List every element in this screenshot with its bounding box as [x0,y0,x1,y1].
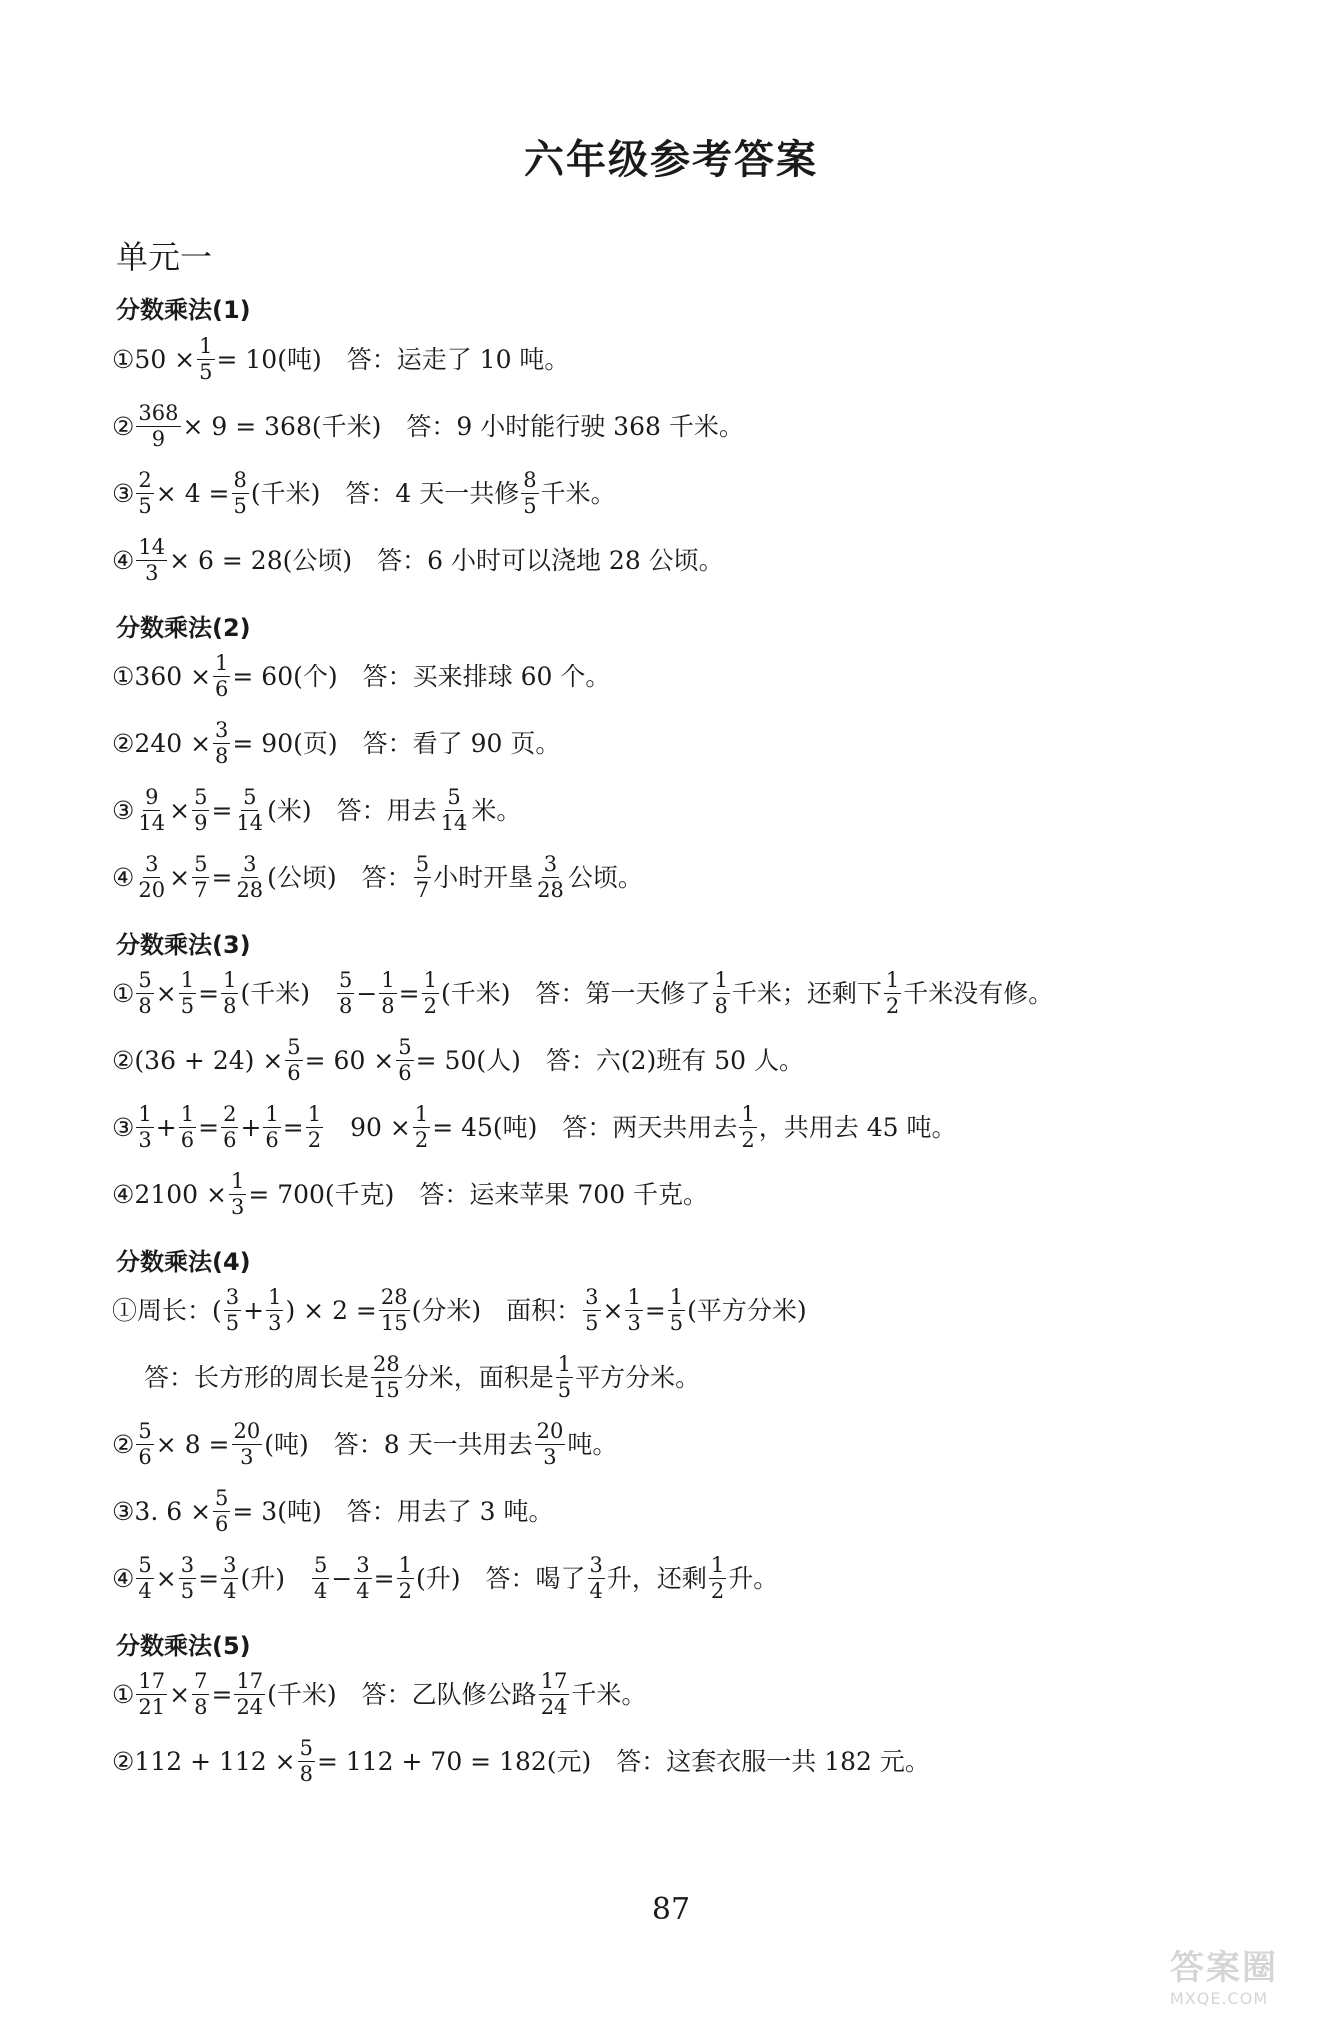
fraction-denominator: 5 [669,1310,684,1335]
fraction-numerator: 5 [398,1035,412,1060]
fraction-denominator: 3 [627,1310,641,1335]
fraction-denominator: 6 [138,1444,152,1469]
answer-line [112,1027,1322,1093]
text-segment: + [243,1295,265,1325]
text-segment: − [331,1563,353,1593]
fraction-denominator: 9 [151,426,166,451]
fraction-denominator: 2 [414,1127,429,1152]
fraction [136,1103,153,1150]
text-segment: = 700(千克) 答：运来苹果 700 千克。 [248,1179,709,1209]
fraction-numerator: 17 [138,1669,166,1694]
fraction-numerator: 1 [885,968,900,993]
fraction-denominator: 20 [138,877,166,902]
text-segment: ②240 × [112,728,212,758]
text-segment: 升。 [728,1563,779,1593]
fraction-denominator: 3 [240,1444,254,1469]
text-segment: = 3(吨) 答：用去了 3 吨。 [232,1496,554,1526]
answer-line [112,1728,1322,1794]
fraction-denominator: 5 [557,1377,572,1402]
fraction-numerator: 28 [373,1352,400,1377]
text-segment: ④ [112,545,135,575]
text-segment: × [169,862,191,892]
fraction-denominator: 2 [741,1127,755,1152]
fraction-numerator: 2 [138,468,152,493]
fraction [266,1286,283,1333]
fraction-numerator: 3 [589,1553,603,1578]
fraction-denominator: 5 [180,1578,195,1603]
fraction [234,853,265,900]
fraction-numerator: 5 [299,1736,313,1761]
fraction [298,1737,315,1784]
fraction-numerator: 1 [307,1102,322,1127]
answer-line [112,1094,1322,1160]
fraction-numerator: 3 [223,1553,237,1578]
fraction-numerator: 3 [356,1553,370,1578]
text-segment: × [169,795,191,825]
text-segment: = [282,1112,304,1142]
text-segment: ①周长：( [112,1295,222,1325]
text-segment: = 50(人) 答：六(2)班有 50 人。 [415,1045,804,1075]
fraction-numerator: 5 [287,1035,301,1060]
text-segment: = 60 × [304,1045,395,1075]
fraction-denominator: 15 [373,1377,400,1402]
fraction-numerator: 9 [145,785,159,810]
fraction-denominator: 5 [199,359,213,384]
text-segment: = [211,862,233,892]
fraction-denominator: 28 [236,877,264,902]
text-segment: ① [112,1679,135,1709]
fraction [535,853,566,900]
text-segment: = [211,795,233,825]
fraction [337,969,354,1016]
fraction-numerator: 5 [138,1553,152,1578]
fraction-numerator: 1 [180,1102,195,1127]
fraction [739,1103,756,1150]
fraction [213,719,230,766]
fraction-numerator: 5 [447,785,461,810]
fraction-numerator: 2 [223,1102,237,1127]
fraction [263,1103,280,1150]
text-segment: 公顷。 [567,862,643,892]
fraction-denominator: 8 [138,993,152,1018]
watermark-logo [1170,1940,1320,2008]
fraction-denominator: 14 [440,810,468,835]
text-segment: × [602,1295,624,1325]
fraction-numerator: 20 [233,1419,261,1444]
text-segment: (千米) 答：4 天一共修 [250,478,520,508]
fraction-numerator: 8 [523,468,537,493]
fraction-numerator: 5 [138,1419,152,1444]
text-segment: (米) 答：用去 [267,795,437,825]
text-segment: = 90(页) 答：看了 90 页。 [232,728,561,758]
answer-line [112,460,1322,526]
text-segment: = [398,978,420,1008]
fraction [229,1170,246,1217]
text-segment: ③3. 6 × [112,1496,212,1526]
fraction [213,1487,230,1534]
text-segment: ①50 × [112,344,196,374]
fraction-denominator: 5 [233,493,247,518]
answer-line [112,643,1322,709]
fraction-numerator: 3 [215,718,229,743]
section-heading-5: 分数乘法(5) [116,1632,251,1660]
text-segment: (吨) 答：8 天一共用去 [264,1429,533,1459]
fraction [306,1103,323,1150]
text-segment: = [373,1563,395,1593]
fraction-numerator: 3 [145,852,159,877]
fraction-denominator: 3 [138,1127,152,1152]
fraction [713,969,730,1016]
section-heading-3: 分数乘法(3) [116,931,251,959]
text-segment: = 60(个) 答：买来排球 60 个。 [232,661,611,691]
fraction-denominator: 6 [223,1127,237,1152]
text-segment: (分米) 面积： [411,1295,582,1325]
fraction [396,1036,413,1083]
fraction [234,1670,265,1717]
fraction [232,1420,263,1467]
fraction-numerator: 3 [225,1285,240,1310]
fraction-numerator: 8 [233,468,247,493]
text-segment: × [155,1563,177,1593]
fraction-denominator: 24 [236,1694,264,1719]
fraction-denominator: 2 [307,1127,322,1152]
answer-line [112,844,1322,910]
fraction [179,1554,196,1601]
answer-line [144,1344,1322,1410]
fraction-denominator: 4 [356,1578,370,1603]
fraction [136,969,153,1016]
page-title: 六年级参考答案 [524,137,818,183]
fraction [588,1554,605,1601]
fraction [221,1103,238,1150]
fraction [583,1286,600,1333]
fraction-denominator: 4 [313,1578,328,1603]
fraction-denominator: 8 [299,1761,313,1786]
fraction-denominator: 21 [138,1694,166,1719]
answer-line [112,1411,1322,1477]
fraction [136,402,180,449]
fraction [354,1554,371,1601]
fraction-numerator: 20 [536,1419,564,1444]
page-number: 87 [651,1892,691,1927]
fraction-numerator: 17 [236,1669,264,1694]
text-segment: × 8 = [155,1429,230,1459]
text-segment: = 45(吨) 答：两天共用去 [432,1112,738,1142]
fraction-denominator: 2 [423,993,437,1018]
fraction-denominator: 3 [543,1444,557,1469]
fraction [371,1353,402,1400]
fraction-numerator: 3 [180,1553,195,1578]
fraction-numerator: 1 [180,968,195,993]
text-segment: × 4 = [155,478,230,508]
fraction [379,1286,410,1333]
text-segment: ③ [112,795,135,825]
text-segment: 升，还剩 [606,1563,707,1593]
fraction-denominator: 8 [714,993,728,1018]
fraction [625,1286,642,1333]
fraction-numerator: 1 [381,968,395,993]
fraction [379,969,396,1016]
text-segment: = [198,1563,220,1593]
fraction [136,469,153,516]
fraction-denominator: 3 [145,560,159,585]
fraction-numerator: 5 [313,1553,328,1578]
fraction [192,853,209,900]
text-segment: ②112 + 112 × [112,1746,296,1776]
fraction-numerator: 5 [138,968,152,993]
text-segment: − [356,978,378,1008]
fraction-denominator: 7 [415,877,430,902]
fraction-numerator: 5 [243,785,257,810]
fraction-numerator: 1 [414,1102,429,1127]
answer-line [112,1478,1322,1544]
text-segment: ③ [112,1112,135,1142]
fraction [668,1286,685,1333]
fraction-denominator: 6 [398,1060,412,1085]
answer-line [112,960,1322,1026]
fraction [213,652,230,699]
fraction [397,1554,414,1601]
text-segment: 90 × [325,1112,411,1142]
fraction-denominator: 14 [236,810,264,835]
watermark-text: 答案圈 [1170,1948,1278,1988]
fraction [312,1554,329,1601]
fraction-denominator: 8 [381,993,395,1018]
fraction [179,1103,196,1150]
answer-line [112,527,1322,593]
fraction [192,1670,209,1717]
fraction-denominator: 5 [523,493,537,518]
fraction [556,1353,573,1400]
fraction [414,853,431,900]
text-segment: × 9 = 368(千米) 答：9 小时能行驶 368 千米。 [182,411,744,441]
text-segment: ② [112,411,135,441]
fraction-numerator: 1 [669,1285,684,1310]
fraction-denominator: 6 [215,1511,229,1536]
text-segment: (升) [240,1563,310,1593]
fraction-denominator: 6 [265,1127,279,1152]
text-segment: 千米。 [540,478,616,508]
fraction-denominator: 9 [194,810,208,835]
fraction-numerator: 14 [138,535,166,560]
fraction [224,1286,241,1333]
fraction-denominator: 8 [194,1694,208,1719]
text-segment: + [240,1112,262,1142]
fraction-denominator: 5 [180,993,195,1018]
fraction-numerator: 3 [585,1285,599,1310]
fraction-denominator: 2 [398,1578,412,1603]
answer-line [112,393,1322,459]
text-segment: ④2100 × [112,1179,227,1209]
fraction [179,969,196,1016]
text-segment: 千米没有修。 [903,978,1054,1008]
fraction-numerator: 28 [380,1285,408,1310]
fraction-numerator: 1 [223,968,237,993]
fraction [285,1036,302,1083]
fraction-numerator: 1 [230,1169,245,1194]
text-segment: 千米；还剩下 [731,978,882,1008]
fraction [136,1420,153,1467]
text-segment: 米。 [471,795,522,825]
fraction-denominator: 5 [585,1310,599,1335]
text-segment: (平方分米) [687,1295,807,1325]
fraction-numerator: 368 [138,401,179,426]
text-segment: ①360 × [112,661,212,691]
fraction-numerator: 1 [215,651,229,676]
text-segment: ④ [112,862,135,892]
fraction-numerator: 1 [557,1352,572,1377]
fraction [136,786,167,833]
answer-line [112,1161,1322,1227]
text-segment: × [155,978,177,1008]
text-segment: × 6 = 28(公顷) 答：6 小时可以浇地 28 公顷。 [169,545,724,575]
fraction-denominator: 8 [215,743,229,768]
fraction-numerator: 1 [741,1102,755,1127]
fraction [136,1670,167,1717]
fraction-numerator: 5 [415,852,430,877]
answer-line [112,1545,1322,1611]
fraction-denominator: 4 [223,1578,237,1603]
fraction-numerator: 1 [710,1553,725,1578]
fraction-denominator: 8 [338,993,353,1018]
text-segment: 平方分米。 [575,1362,701,1392]
fraction-denominator: 8 [223,993,237,1018]
fraction-numerator: 1 [265,1102,279,1127]
fraction-numerator: 17 [540,1669,568,1694]
text-segment: ) × 2 = [285,1295,377,1325]
text-segment: 分米，面积是 [403,1362,554,1392]
text-segment: 千米。 [571,1679,647,1709]
text-segment: ③ [112,478,135,508]
text-segment: = [198,1112,220,1142]
fraction-numerator: 7 [194,1669,208,1694]
fraction-denominator: 4 [138,1578,152,1603]
text-segment: + [155,1112,177,1142]
fraction-denominator: 4 [589,1578,603,1603]
text-segment: ，共用去 45 吨。 [758,1112,957,1142]
text-segment: = [644,1295,666,1325]
section-heading-4: 分数乘法(4) [116,1248,251,1276]
fraction-numerator: 5 [338,968,353,993]
fraction [234,786,265,833]
text-segment: (升) 答：喝了 [416,1563,586,1593]
fraction-denominator: 6 [180,1127,195,1152]
fraction-numerator: 3 [243,852,257,877]
fraction-denominator: 7 [194,877,208,902]
text-segment: = [211,1679,233,1709]
fraction-denominator: 6 [215,676,229,701]
fraction-numerator: 1 [199,334,213,359]
answer-line [112,1277,1322,1343]
fraction-numerator: 1 [423,968,437,993]
fraction [221,1554,238,1601]
fraction-numerator: 1 [398,1553,412,1578]
fraction-denominator: 14 [138,810,166,835]
text-segment: 小时开垦 [433,862,534,892]
section-heading-2: 分数乘法(2) [116,614,251,642]
text-segment: (千米) [240,978,335,1008]
answer-line [112,710,1322,776]
answer-line [112,1661,1322,1727]
answer-line [112,326,1322,392]
text-segment: ② [112,1429,135,1459]
fraction-numerator: 1 [714,968,728,993]
fraction-denominator: 3 [268,1310,282,1335]
fraction [197,335,214,382]
text-segment: = [198,978,220,1008]
fraction-numerator: 5 [194,785,208,810]
unit-heading: 单元一 [116,238,213,276]
fraction-denominator: 24 [540,1694,568,1719]
fraction-denominator: 15 [380,1310,408,1335]
fraction [221,969,238,1016]
text-segment: × [169,1679,191,1709]
section-heading-1: 分数乘法(1) [116,296,251,324]
fraction-denominator: 28 [537,877,564,902]
fraction [136,853,167,900]
text-segment: ②(36 + 24) × [112,1045,284,1075]
fraction [535,1420,566,1467]
fraction-numerator: 1 [268,1285,282,1310]
fraction [413,1103,430,1150]
fraction-denominator: 5 [138,493,152,518]
fraction [232,469,249,516]
text-segment: ④ [112,1563,135,1593]
fraction [884,969,901,1016]
fraction-numerator: 1 [138,1102,152,1127]
fraction [439,786,470,833]
text-segment: (千米) 答：第一天修了 [441,978,711,1008]
text-segment: ① [112,978,135,1008]
answer-line [112,777,1322,843]
fraction-denominator: 2 [710,1578,725,1603]
fraction-numerator: 3 [543,852,558,877]
fraction [192,786,209,833]
fraction [136,1554,153,1601]
fraction [539,1670,570,1717]
text-segment: = 10(吨) 答：运走了 10 吨。 [216,344,570,374]
fraction-numerator: 1 [627,1285,641,1310]
fraction [422,969,439,1016]
fraction [709,1554,726,1601]
fraction-numerator: 5 [194,852,208,877]
fraction-numerator: 5 [215,1486,229,1511]
fraction [521,469,538,516]
fraction [136,536,167,583]
fraction-denominator: 6 [287,1060,301,1085]
fraction-denominator: 2 [885,993,900,1018]
text-segment: (千米) 答：乙队修公路 [267,1679,537,1709]
text-segment: 答：长方形的周长是 [144,1362,370,1392]
text-segment: (公顷) 答： [267,862,412,892]
text-segment: = 112 + 70 = 182(元) 答：这套衣服一共 182 元。 [316,1746,930,1776]
watermark-url: MXQE.COM [1170,1989,1269,2008]
fraction-denominator: 3 [230,1194,245,1219]
text-segment: 吨。 [567,1429,618,1459]
fraction-denominator: 5 [225,1310,240,1335]
